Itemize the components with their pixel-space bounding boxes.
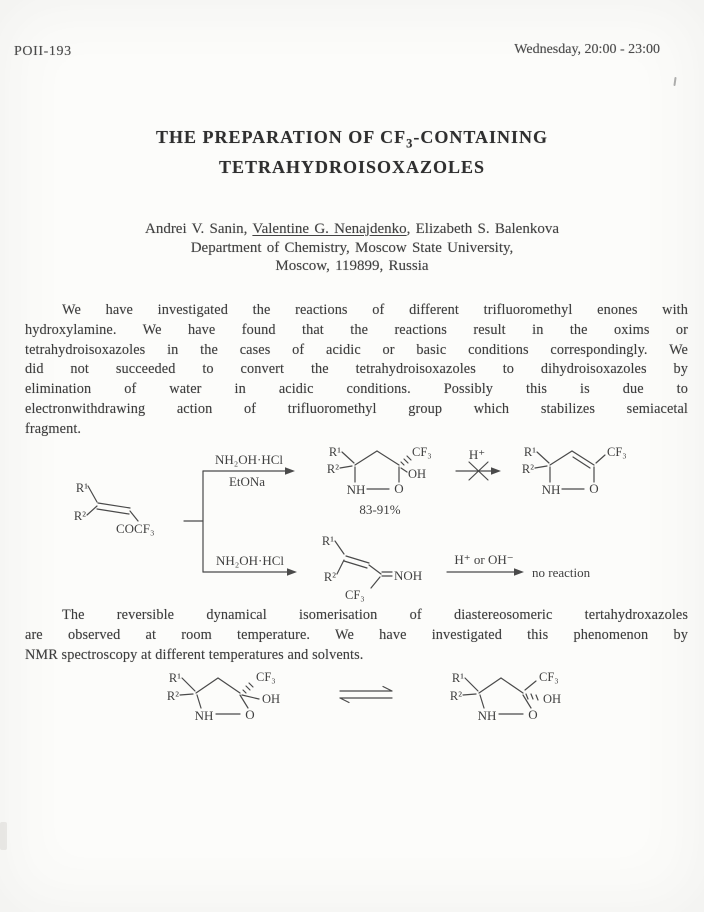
abstract-paragraph [25, 301, 688, 440]
upper-reagent-label: NH₂OH·HCl [214, 452, 284, 467]
right-oh-label: OH [543, 692, 562, 706]
abstract-line: did not succeeded to convert the tetrahydroisoxazoles to dihydroisoxazoles by [25, 361, 688, 378]
enone-r1-label: R¹ [75, 481, 88, 495]
equilibrium-arrows [340, 687, 392, 703]
oxime-noh-label: NOH [394, 568, 423, 583]
isoxazolidine-oh-label: OH [408, 467, 427, 481]
crossed-arrow-condition: H⁺ [468, 447, 486, 462]
enone-double-bond [97, 503, 130, 514]
enone-structure [74, 471, 203, 572]
author-2-underlined: Valentine G. Nenajdenko [252, 221, 407, 237]
equilibrium-scheme [0, 662, 704, 762]
cn-double-bond [382, 572, 392, 576]
abstract-line: We have investigated the reactions of different trifluoromethyl enones with [62, 302, 688, 318]
paragraph2-line: NMR spectroscopy at different temperatures and solvents. [25, 646, 364, 663]
dihydro-r1-label: R¹ [523, 445, 536, 459]
ring-o-label: O [589, 481, 599, 496]
title-subscript: 3 [406, 136, 414, 151]
isoxazolidine-r2-label: R² [326, 462, 339, 476]
abstract-line: electronwithdrawing action of trifluoromethyl group which stabilizes semiacetal [25, 400, 688, 417]
author-block [0, 220, 704, 276]
enone-bond [130, 511, 138, 521]
oh-bond [242, 695, 259, 699]
scan-smudge [0, 822, 7, 850]
substituent-bonds [463, 678, 478, 695]
forward-harpoon [340, 687, 392, 692]
oxime-cf3-label: CF₃ [345, 588, 365, 602]
ring-nh-label: NH [477, 708, 497, 723]
scan-artifact [673, 77, 676, 86]
hashed-cf3-bond [243, 683, 253, 693]
hashed-oh-bond [526, 694, 538, 700]
enone-substituent-bonds [87, 486, 97, 515]
page-title [0, 126, 704, 179]
oxime-r1-label: R¹ [321, 534, 334, 548]
substituent-bonds [335, 541, 344, 574]
abstract-line: fragment. [25, 420, 82, 437]
lower-reagent-label: NH₂OH·HCl [215, 553, 285, 568]
hashed-bond [401, 456, 411, 465]
cf3-bond [596, 455, 605, 463]
arrow-head [287, 568, 297, 576]
arrow-head [514, 568, 524, 576]
left-cf3-label: CF₃ [256, 670, 276, 684]
enone-acyl-label: COCF₃ [116, 521, 155, 536]
left-r2-label: R² [166, 689, 179, 703]
cf3-bond [371, 577, 380, 588]
no-reaction-label: no reaction [532, 565, 591, 580]
dihydro-cf3-label: CF₃ [607, 445, 627, 459]
cc-double-bond [344, 556, 369, 568]
session-schedule: Wednesday, 20:00 - 23:00 [514, 42, 660, 57]
ring-o-label: O [394, 481, 404, 496]
isoxazolidine-cf3-label: CF₃ [412, 445, 432, 459]
arrow-head [491, 467, 501, 475]
final-condition-label: H⁺ or OH⁻ [454, 552, 514, 567]
affiliation: Department of Chemistry, Moscow State University, [190, 239, 514, 256]
upper-reaction-arrow [203, 452, 295, 489]
author-3: , Elizabeth S. Balenkova [406, 221, 560, 237]
diastereomer-right [450, 670, 561, 723]
left-r1-label: R¹ [168, 671, 181, 685]
second-paragraph [25, 606, 688, 665]
arrow-head [285, 467, 295, 475]
right-r1-label: R¹ [451, 671, 464, 685]
session-code: POII-193 [14, 44, 72, 59]
title-line-1 [0, 126, 704, 156]
left-oh-label: OH [262, 692, 281, 706]
enone-r2-label: R² [73, 509, 86, 523]
upper-base-label: EtONa [228, 474, 266, 489]
ring-nh-label: NH [194, 708, 214, 723]
oh-bond [401, 468, 407, 472]
author-1: Andrei V. Sanin, [144, 221, 253, 237]
substituent-bonds [340, 452, 354, 468]
right-cf3-label: CF₃ [539, 670, 559, 684]
title-text-post: -CONTAINING [413, 127, 549, 147]
paragraph2-line: are observed at room temperature. We have investigated this phenomenon by [25, 626, 688, 643]
no-reaction-arrow [447, 552, 591, 580]
crossed-arrow [456, 447, 501, 480]
ring-nh-label: NH [346, 482, 366, 497]
author-names [0, 220, 704, 239]
title-line-2: TETRAHYDROISOXAZOLES [218, 156, 486, 177]
single-bond [369, 565, 381, 574]
abstract-line: hydroxylamine. We have found that the reactions result in the oxims or [25, 321, 688, 338]
yield-label: 83-91% [359, 502, 401, 517]
substituent-bonds [180, 678, 195, 695]
abstract-line: tetrahydroisoxazoles in the cases of acidic or basic conditions correspondingly. We [25, 341, 688, 358]
reverse-harpoon [340, 698, 392, 703]
paragraph2-line: The reversible dynamical isomerisation of diastereosomeric tertahydroxazoles [62, 607, 688, 623]
substituent-bonds [535, 452, 549, 468]
abstract-line: elimination of water in acidic conditions. Possibly this is due to [25, 381, 688, 398]
diastereomer-left [167, 670, 280, 723]
affiliation-city: Moscow, 119899, Russia [275, 258, 429, 274]
ring-nh-label: NH [541, 482, 561, 497]
dihydro-r2-label: R² [521, 462, 534, 476]
ring-o-label: O [528, 707, 538, 722]
title-text-pre: THE PREPARATION OF CF [155, 127, 407, 147]
oxime-r2-label: R² [323, 570, 336, 584]
lower-reaction-arrow [203, 553, 297, 576]
isoxazolidine-structure [327, 445, 432, 517]
ring-o-label: O [245, 707, 255, 722]
dihydroisoxazole-structure [522, 445, 627, 497]
cf3-bond [525, 681, 536, 690]
reaction-scheme-1 [0, 438, 704, 610]
right-r2-label: R² [449, 689, 462, 703]
isoxazolidine-r1-label: R¹ [328, 445, 341, 459]
oxime-structure [322, 534, 422, 602]
